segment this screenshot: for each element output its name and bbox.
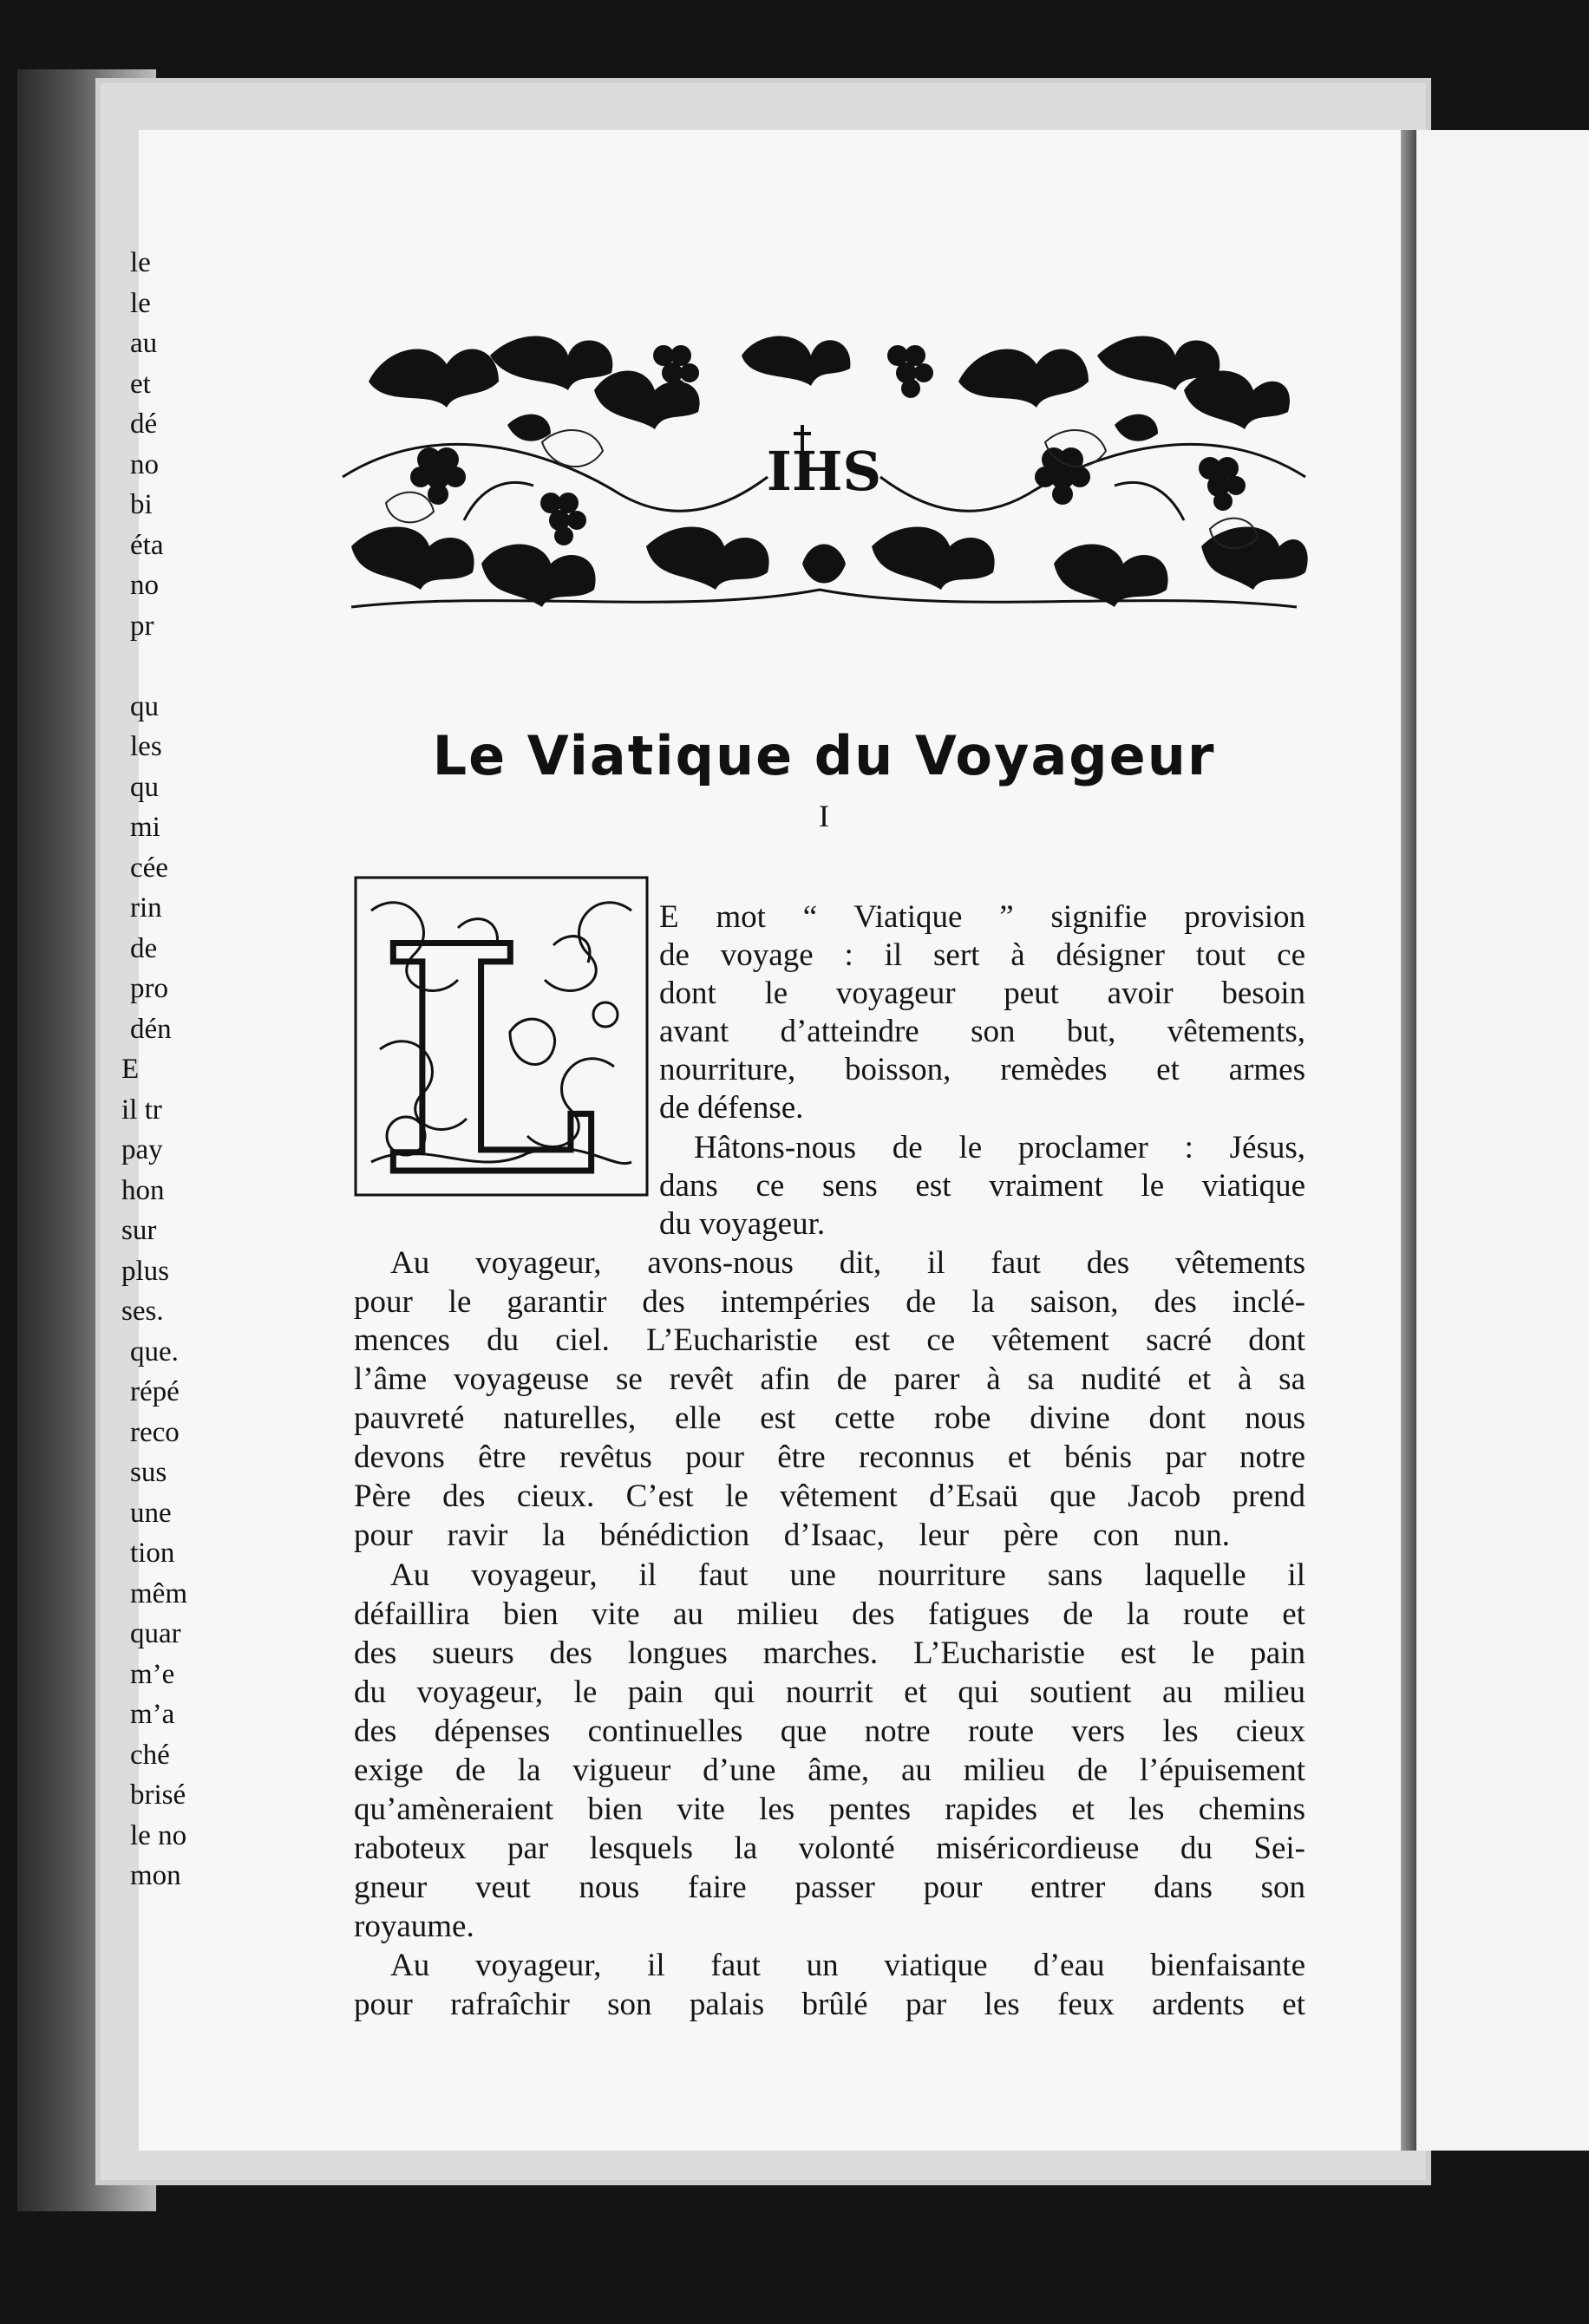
section-number: I [819, 799, 829, 833]
right-page-fragment: m’a [130, 1699, 175, 1730]
right-page-fragment: pro [130, 973, 168, 1004]
right-page-fragment: mon [130, 1860, 181, 1891]
text-line: Au voyageur, il faut un viatique d’eau bienfaisante [390, 1948, 1305, 1983]
right-page-fragment: le [130, 287, 151, 319]
chapter-title: Le Viatique du Voyageur [432, 724, 1216, 787]
right-page-fragment: mi [130, 812, 160, 843]
right-page-fragment: et [130, 368, 151, 400]
ihs-monogram: IHS [766, 440, 882, 503]
right-page-fragment: qu [130, 690, 159, 722]
right-page-fragment: hon [121, 1174, 165, 1206]
text-line: nourriture, boisson, remèdes et armes [659, 1052, 1305, 1087]
right-page-fragment: cée [130, 852, 168, 884]
text-line: pour le garantir des intempéries de la saison, des inclé- [354, 1284, 1305, 1320]
right-page-fragment: que. [130, 1335, 179, 1368]
right-page-fragment: au [130, 328, 158, 359]
text-line: Père des cieux. C’est le vêtement d’Esaü que Jacob prend [354, 1479, 1305, 1514]
text-line: raboteux par lesquels la volonté miséricordieuse du Sei- [354, 1831, 1305, 1866]
right-page-fragment: une [130, 1497, 172, 1529]
right-page-fragment: le [130, 247, 151, 278]
right-page-fragment: ses. [121, 1296, 164, 1327]
text-line: mences du ciel. L’Eucharistie est ce vêtement sacré dont [354, 1322, 1305, 1358]
right-page-fragment: bi [130, 489, 153, 520]
right-page-fragment: m’e [130, 1658, 175, 1690]
text-line: Hâtons-nous de le proclamer : Jésus, [694, 1130, 1305, 1165]
text-line: royaume. [354, 1909, 474, 1944]
text-line: du voyageur, le pain qui nourrit et qui soutient au milieu [354, 1674, 1305, 1710]
right-page-fragment: quar [130, 1618, 181, 1649]
ornamental-dropcap-L [354, 876, 649, 1244]
text-line: Au voyageur, avons-nous dit, il faut des vêtements [390, 1245, 1305, 1281]
text-line: devons être revêtus pour être reconnus et bénis par notre [354, 1439, 1305, 1475]
text-line: dont le voyageur peut avoir besoin [659, 976, 1305, 1011]
text-line: Au voyageur, il faut une nourriture sans laquelle il [390, 1557, 1305, 1593]
right-page-fragment: pr [130, 610, 154, 642]
right-page-fragment: E [121, 1054, 140, 1085]
right-page-fragment: qu [130, 771, 159, 803]
text-line: pour rafraîchir son palais brûlé par les feux ardents et [354, 1987, 1305, 2022]
right-page-fragment: il tr [121, 1093, 162, 1126]
right-page-fragment: dén [130, 1013, 172, 1045]
right-page-fragment: rin [130, 892, 162, 924]
right-page-fragment: sus [130, 1457, 167, 1488]
book-gutter [1401, 130, 1416, 2151]
text-line: de défense. [659, 1090, 804, 1126]
right-page-fragment: brisé [130, 1779, 186, 1811]
text-line: gneur veut nous faire passer pour entrer dans son [354, 1870, 1305, 1905]
right-page-fragment: plus [121, 1255, 170, 1287]
text-line: dans ce sens est vraiment le viatique [659, 1168, 1305, 1204]
text-line: pauvreté naturelles, elle est cette robe divine dont nous [354, 1400, 1305, 1436]
right-page-fragment: sur [121, 1215, 157, 1246]
text-line: du voyageur. [659, 1206, 826, 1242]
vine-headpiece-ornament [334, 330, 1314, 629]
text-line: de voyage : il sert à désigner tout ce [659, 937, 1305, 973]
right-page-fragment: tion [130, 1537, 175, 1569]
text-line: des dépenses continuelles que notre route vers les cieux [354, 1714, 1305, 1749]
text-line: pour ravir la bénédiction d’Isaac, leur père con nun. [354, 1518, 1230, 1553]
right-page-fragment: répé [130, 1376, 180, 1407]
right-page-fragment: no [130, 448, 159, 480]
text-line: des sueurs des longues marches. L’Eucharistie est le pain [354, 1635, 1305, 1671]
right-page-fragment: éta [130, 529, 164, 561]
right-page-fragment: reco [130, 1416, 180, 1448]
right-page-fragment: pay [121, 1134, 163, 1165]
right-page-fragment: no [130, 570, 159, 601]
right-page-fragment: le no [130, 1819, 187, 1851]
text-line: défaillira bien vite au milieu des fatigues de la route et [354, 1596, 1305, 1632]
right-page-fragment: mêm [130, 1577, 187, 1609]
right-page-fragment: les [130, 731, 162, 762]
right-page-fragment: de [130, 932, 158, 964]
text-line: E mot “ Viatique ” signifie provision [659, 899, 1305, 935]
right-page-fragment: dé [130, 408, 158, 440]
text-line: exige de la vigueur d’une âme, au milieu de l’épuisement [354, 1753, 1305, 1788]
text-line: qu’amèneraient bien vite les pentes rapides et les chemins [354, 1792, 1305, 1827]
dropcap-letter: L [378, 878, 598, 1244]
text-line: l’âme voyageuse se revêt afin de parer à sa nudité et à sa [354, 1361, 1305, 1397]
text-line: avant d’atteindre son but, vêtements, [659, 1014, 1305, 1049]
right-page-fragment: ché [130, 1739, 170, 1771]
